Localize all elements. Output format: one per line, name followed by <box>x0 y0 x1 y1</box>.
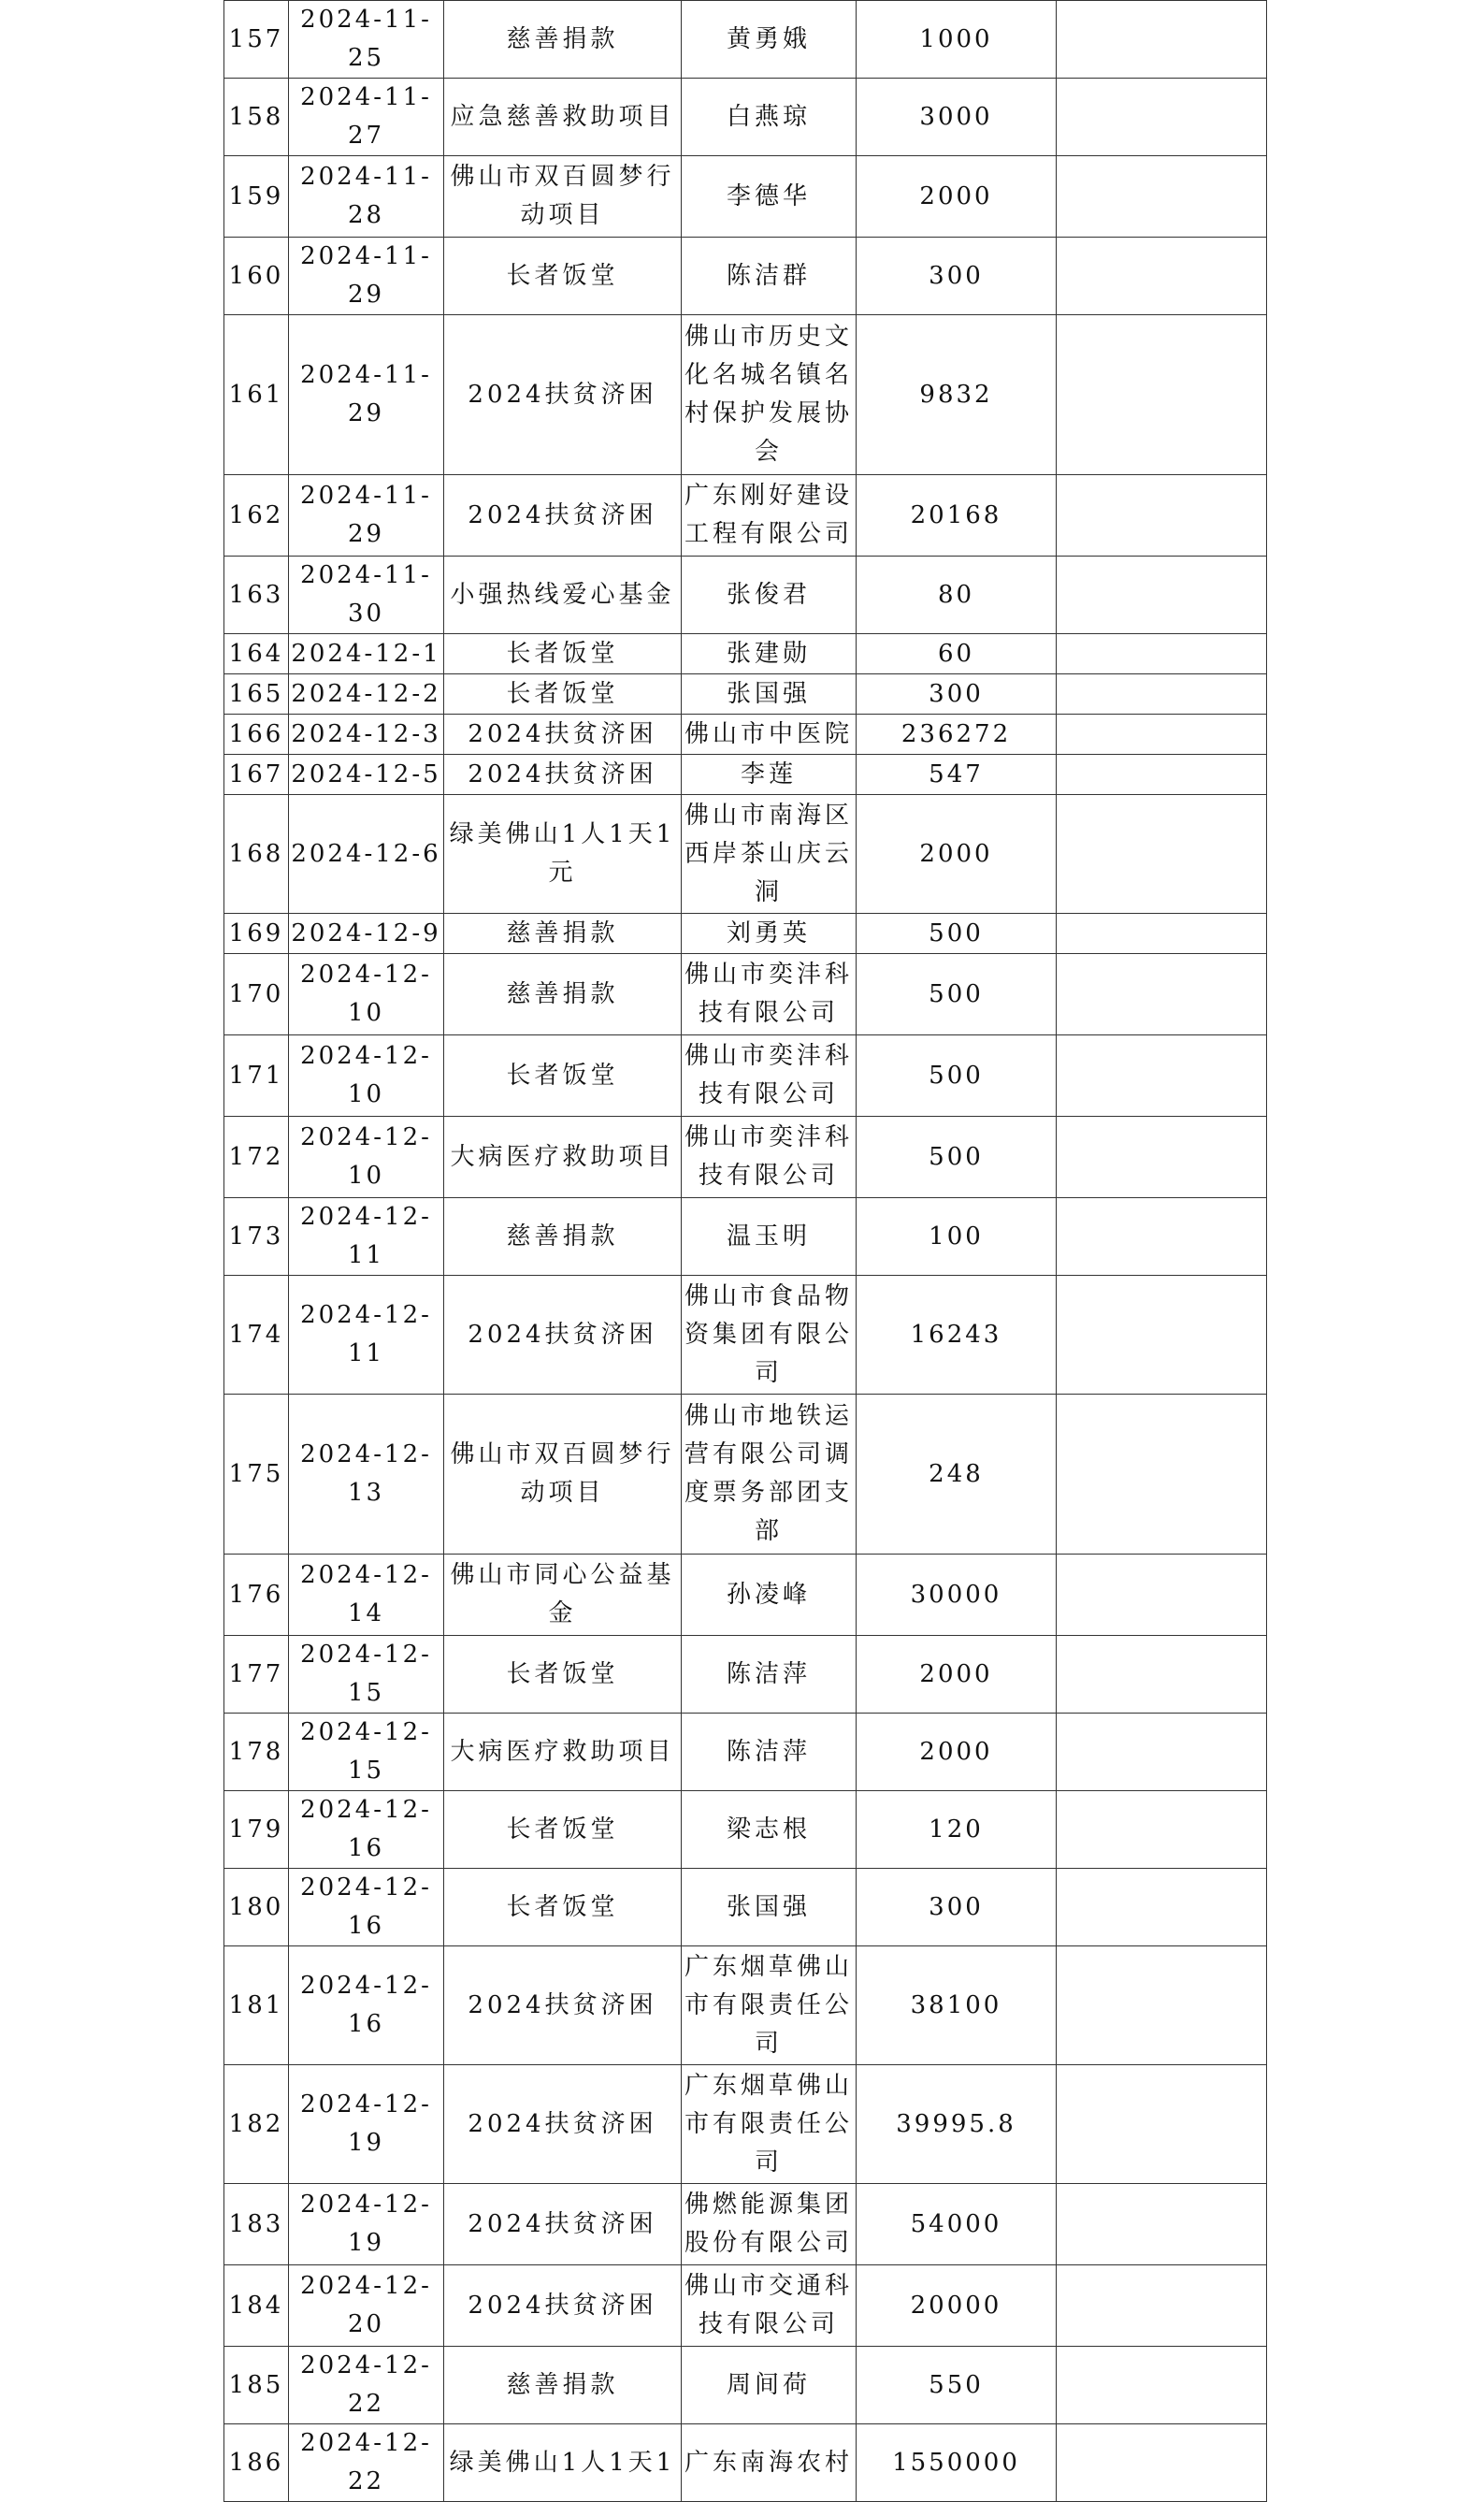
amount-cell: 2000 <box>857 156 1057 238</box>
row-number-cell: 157 <box>224 1 289 79</box>
row-number-cell: 180 <box>224 1869 289 1946</box>
project-name-cell: 慈善捐款 <box>444 954 682 1035</box>
amount-cell: 500 <box>857 1035 1057 1117</box>
amount-cell: 1550000 <box>857 2424 1057 2502</box>
project-name-cell: 2024扶贫济困 <box>444 475 682 557</box>
table-row <box>224 674 1267 715</box>
table-row <box>224 1117 1267 1198</box>
donation-date-cell: 2024-12-5 <box>289 755 444 795</box>
note-cell <box>1057 755 1267 795</box>
project-name-cell: 慈善捐款 <box>444 914 682 954</box>
donation-date-cell: 2024-11-25 <box>289 1 444 79</box>
project-name-cell: 慈善捐款 <box>444 1 682 79</box>
donor-name-cell: 李莲 <box>682 755 857 795</box>
donation-date-cell: 2024-12-3 <box>289 715 444 755</box>
note-cell <box>1057 1035 1267 1117</box>
amount-cell: 20168 <box>857 475 1057 557</box>
project-name-cell: 应急慈善救助项目 <box>444 79 682 156</box>
amount-cell: 100 <box>857 1198 1057 1276</box>
donation-date-cell: 2024-12-16 <box>289 1791 444 1869</box>
table-row <box>224 557 1267 634</box>
table-row <box>224 1791 1267 1869</box>
donation-date-cell: 2024-12-19 <box>289 2065 444 2184</box>
project-name-cell: 2024扶贫济困 <box>444 755 682 795</box>
project-name-cell: 长者饭堂 <box>444 1035 682 1117</box>
donation-date-cell: 2024-12-13 <box>289 1395 444 1555</box>
donation-date-cell: 2024-12-1 <box>289 634 444 674</box>
project-name-cell: 大病医疗救助项目 <box>444 1117 682 1198</box>
donation-date-cell: 2024-11-28 <box>289 156 444 238</box>
donation-date-cell: 2024-12-11 <box>289 1198 444 1276</box>
amount-cell: 80 <box>857 557 1057 634</box>
donor-name-cell: 周间荷 <box>682 2347 857 2424</box>
donor-name-cell: 黄勇娥 <box>682 1 857 79</box>
note-cell <box>1057 475 1267 557</box>
table-row <box>224 2184 1267 2265</box>
table-row <box>224 315 1267 475</box>
donor-name-cell: 佛山市食品物资集团有限公司 <box>682 1276 857 1395</box>
table-row <box>224 795 1267 914</box>
note-cell <box>1057 1 1267 79</box>
donor-name-cell: 梁志根 <box>682 1791 857 1869</box>
table-row <box>224 1555 1267 1636</box>
donor-name-cell: 李德华 <box>682 156 857 238</box>
row-number-cell: 169 <box>224 914 289 954</box>
note-cell <box>1057 1714 1267 1791</box>
row-number-cell: 186 <box>224 2424 289 2502</box>
donation-date-cell: 2024-12-20 <box>289 2265 444 2347</box>
table-row <box>224 914 1267 954</box>
row-number-cell: 182 <box>224 2065 289 2184</box>
row-number-cell: 162 <box>224 475 289 557</box>
donation-table-body <box>224 1 1267 2502</box>
project-name-cell: 2024扶贫济困 <box>444 2265 682 2347</box>
note-cell <box>1057 238 1267 315</box>
donation-date-cell: 2024-12-22 <box>289 2424 444 2502</box>
table-row <box>224 2424 1267 2502</box>
table-row <box>224 2065 1267 2184</box>
table-row <box>224 1 1267 79</box>
amount-cell: 300 <box>857 674 1057 715</box>
donor-name-cell: 广东南海农村 <box>682 2424 857 2502</box>
table-row <box>224 1636 1267 1714</box>
amount-cell: 9832 <box>857 315 1057 475</box>
row-number-cell: 168 <box>224 795 289 914</box>
project-name-cell: 长者饭堂 <box>444 1869 682 1946</box>
donation-date-cell: 2024-12-16 <box>289 1946 444 2065</box>
note-cell <box>1057 1869 1267 1946</box>
amount-cell: 39995.8 <box>857 2065 1057 2184</box>
donation-date-cell: 2024-11-29 <box>289 238 444 315</box>
donor-name-cell: 张国强 <box>682 1869 857 1946</box>
note-cell <box>1057 2065 1267 2184</box>
donation-date-cell: 2024-11-29 <box>289 315 444 475</box>
row-number-cell: 184 <box>224 2265 289 2347</box>
amount-cell: 2000 <box>857 1714 1057 1791</box>
note-cell <box>1057 1555 1267 1636</box>
table-row <box>224 1869 1267 1946</box>
donor-name-cell: 佛山市奕沣科技有限公司 <box>682 1117 857 1198</box>
note-cell <box>1057 2184 1267 2265</box>
note-cell <box>1057 557 1267 634</box>
donor-name-cell: 陈洁萍 <box>682 1714 857 1791</box>
note-cell <box>1057 914 1267 954</box>
donation-date-cell: 2024-12-10 <box>289 954 444 1035</box>
note-cell <box>1057 715 1267 755</box>
note-cell <box>1057 315 1267 475</box>
table-row <box>224 1946 1267 2065</box>
amount-cell: 54000 <box>857 2184 1057 2265</box>
donation-date-cell: 2024-12-22 <box>289 2347 444 2424</box>
donor-name-cell: 佛燃能源集团股份有限公司 <box>682 2184 857 2265</box>
donation-date-cell: 2024-12-19 <box>289 2184 444 2265</box>
row-number-cell: 177 <box>224 1636 289 1714</box>
amount-cell: 2000 <box>857 795 1057 914</box>
row-number-cell: 170 <box>224 954 289 1035</box>
note-cell <box>1057 1395 1267 1555</box>
donation-date-cell: 2024-12-6 <box>289 795 444 914</box>
project-name-cell: 佛山市同心公益基金 <box>444 1555 682 1636</box>
amount-cell: 60 <box>857 634 1057 674</box>
table-row <box>224 715 1267 755</box>
note-cell <box>1057 795 1267 914</box>
row-number-cell: 181 <box>224 1946 289 2065</box>
donor-name-cell: 广东刚好建设工程有限公司 <box>682 475 857 557</box>
project-name-cell: 佛山市双百圆梦行动项目 <box>444 156 682 238</box>
amount-cell: 550 <box>857 2347 1057 2424</box>
donation-date-cell: 2024-12-15 <box>289 1636 444 1714</box>
donation-date-cell: 2024-12-14 <box>289 1555 444 1636</box>
table-row <box>224 2265 1267 2347</box>
project-name-cell: 2024扶贫济困 <box>444 1946 682 2065</box>
amount-cell: 16243 <box>857 1276 1057 1395</box>
donor-name-cell: 张国强 <box>682 674 857 715</box>
amount-cell: 30000 <box>857 1555 1057 1636</box>
project-name-cell: 长者饭堂 <box>444 1636 682 1714</box>
note-cell <box>1057 1276 1267 1395</box>
row-number-cell: 185 <box>224 2347 289 2424</box>
note-cell <box>1057 634 1267 674</box>
donor-name-cell: 陈洁群 <box>682 238 857 315</box>
donor-name-cell: 佛山市奕沣科技有限公司 <box>682 1035 857 1117</box>
donation-date-cell: 2024-11-30 <box>289 557 444 634</box>
donor-name-cell: 佛山市地铁运营有限公司调度票务部团支部 <box>682 1395 857 1555</box>
donation-date-cell: 2024-12-10 <box>289 1035 444 1117</box>
project-name-cell: 长者饭堂 <box>444 634 682 674</box>
row-number-cell: 165 <box>224 674 289 715</box>
row-number-cell: 176 <box>224 1555 289 1636</box>
donor-name-cell: 张俊君 <box>682 557 857 634</box>
note-cell <box>1057 674 1267 715</box>
table-row <box>224 156 1267 238</box>
amount-cell: 236272 <box>857 715 1057 755</box>
row-number-cell: 159 <box>224 156 289 238</box>
table-row <box>224 1198 1267 1276</box>
donor-name-cell: 佛山市南海区西岸茶山庆云洞 <box>682 795 857 914</box>
row-number-cell: 171 <box>224 1035 289 1117</box>
table-row <box>224 634 1267 674</box>
project-name-cell: 慈善捐款 <box>444 2347 682 2424</box>
project-name-cell: 2024扶贫济困 <box>444 2065 682 2184</box>
note-cell <box>1057 954 1267 1035</box>
donor-name-cell: 孙凌峰 <box>682 1555 857 1636</box>
amount-cell: 3000 <box>857 79 1057 156</box>
note-cell <box>1057 2265 1267 2347</box>
note-cell <box>1057 1117 1267 1198</box>
amount-cell: 2000 <box>857 1636 1057 1714</box>
donor-name-cell: 陈洁萍 <box>682 1636 857 1714</box>
donor-name-cell: 佛山市中医院 <box>682 715 857 755</box>
table-row <box>224 79 1267 156</box>
donor-name-cell: 佛山市历史文化名城名镇名村保护发展协会 <box>682 315 857 475</box>
donation-date-cell: 2024-12-2 <box>289 674 444 715</box>
table-row <box>224 238 1267 315</box>
table-row <box>224 755 1267 795</box>
row-number-cell: 173 <box>224 1198 289 1276</box>
note-cell <box>1057 2424 1267 2502</box>
row-number-cell: 166 <box>224 715 289 755</box>
donation-table <box>223 0 1267 2502</box>
table-row <box>224 1035 1267 1117</box>
amount-cell: 547 <box>857 755 1057 795</box>
table-row <box>224 1395 1267 1555</box>
note-cell <box>1057 79 1267 156</box>
donation-date-cell: 2024-12-9 <box>289 914 444 954</box>
row-number-cell: 183 <box>224 2184 289 2265</box>
row-number-cell: 172 <box>224 1117 289 1198</box>
table-row <box>224 2347 1267 2424</box>
project-name-cell: 小强热线爱心基金 <box>444 557 682 634</box>
donor-name-cell: 温玉明 <box>682 1198 857 1276</box>
project-name-cell: 长者饭堂 <box>444 1791 682 1869</box>
note-cell <box>1057 1946 1267 2065</box>
project-name-cell: 2024扶贫济困 <box>444 1276 682 1395</box>
table-row <box>224 1276 1267 1395</box>
amount-cell: 120 <box>857 1791 1057 1869</box>
project-name-cell: 绿美佛山1人1天1 <box>444 2424 682 2502</box>
donor-name-cell: 张建勋 <box>682 634 857 674</box>
donation-date-cell: 2024-12-16 <box>289 1869 444 1946</box>
project-name-cell: 佛山市双百圆梦行动项目 <box>444 1395 682 1555</box>
amount-cell: 500 <box>857 914 1057 954</box>
project-name-cell: 2024扶贫济困 <box>444 315 682 475</box>
amount-cell: 20000 <box>857 2265 1057 2347</box>
row-number-cell: 160 <box>224 238 289 315</box>
donation-date-cell: 2024-12-15 <box>289 1714 444 1791</box>
note-cell <box>1057 1198 1267 1276</box>
table-row <box>224 1714 1267 1791</box>
row-number-cell: 175 <box>224 1395 289 1555</box>
table-row <box>224 475 1267 557</box>
donation-date-cell: 2024-11-29 <box>289 475 444 557</box>
donor-name-cell: 广东烟草佛山市有限责任公司 <box>682 1946 857 2065</box>
note-cell <box>1057 2347 1267 2424</box>
project-name-cell: 2024扶贫济困 <box>444 2184 682 2265</box>
project-name-cell: 绿美佛山1人1天1元 <box>444 795 682 914</box>
row-number-cell: 179 <box>224 1791 289 1869</box>
row-number-cell: 161 <box>224 315 289 475</box>
donation-date-cell: 2024-11-27 <box>289 79 444 156</box>
amount-cell: 300 <box>857 238 1057 315</box>
row-number-cell: 167 <box>224 755 289 795</box>
amount-cell: 300 <box>857 1869 1057 1946</box>
row-number-cell: 163 <box>224 557 289 634</box>
amount-cell: 500 <box>857 954 1057 1035</box>
project-name-cell: 大病医疗救助项目 <box>444 1714 682 1791</box>
project-name-cell: 2024扶贫济困 <box>444 715 682 755</box>
table-row <box>224 954 1267 1035</box>
project-name-cell: 慈善捐款 <box>444 1198 682 1276</box>
row-number-cell: 164 <box>224 634 289 674</box>
project-name-cell: 长者饭堂 <box>444 238 682 315</box>
note-cell <box>1057 1636 1267 1714</box>
row-number-cell: 178 <box>224 1714 289 1791</box>
note-cell <box>1057 1791 1267 1869</box>
donor-name-cell: 佛山市交通科技有限公司 <box>682 2265 857 2347</box>
donor-name-cell: 广东烟草佛山市有限责任公司 <box>682 2065 857 2184</box>
donor-name-cell: 白燕琼 <box>682 79 857 156</box>
donor-name-cell: 佛山市奕沣科技有限公司 <box>682 954 857 1035</box>
donor-name-cell: 刘勇英 <box>682 914 857 954</box>
row-number-cell: 158 <box>224 79 289 156</box>
donation-date-cell: 2024-12-10 <box>289 1117 444 1198</box>
note-cell <box>1057 156 1267 238</box>
amount-cell: 38100 <box>857 1946 1057 2065</box>
project-name-cell: 长者饭堂 <box>444 674 682 715</box>
amount-cell: 248 <box>857 1395 1057 1555</box>
amount-cell: 500 <box>857 1117 1057 1198</box>
amount-cell: 1000 <box>857 1 1057 79</box>
row-number-cell: 174 <box>224 1276 289 1395</box>
donation-date-cell: 2024-12-11 <box>289 1276 444 1395</box>
